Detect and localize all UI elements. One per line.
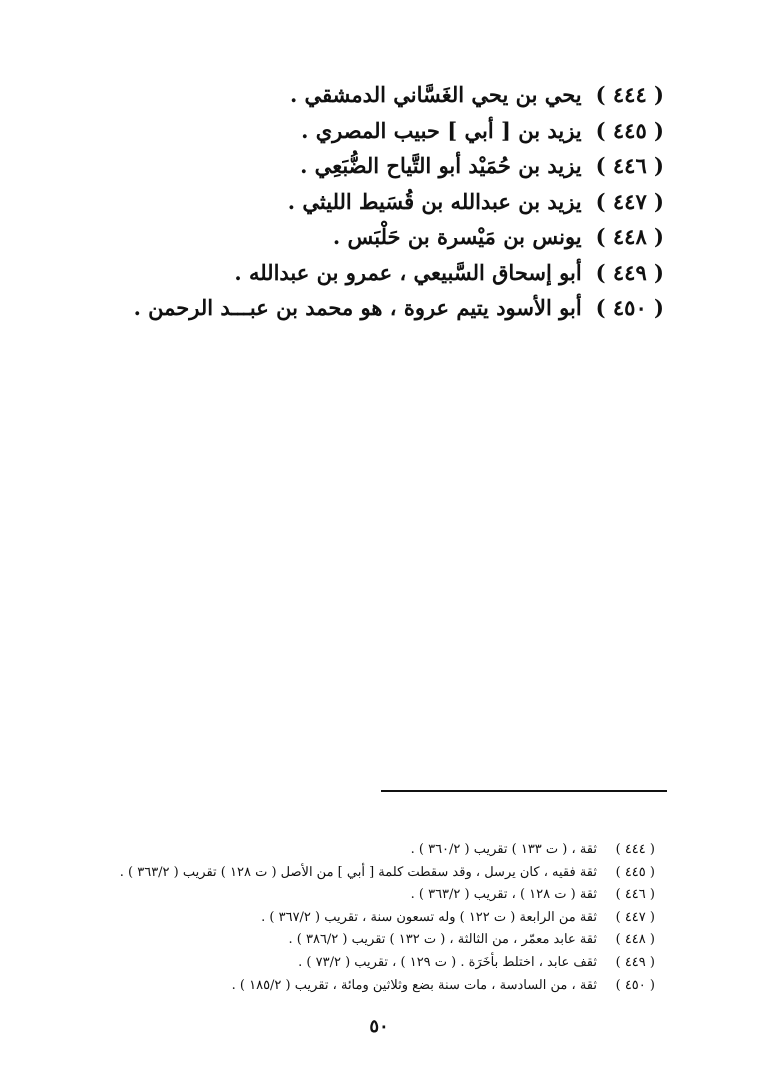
footnote-text: ثقة ، من السادسة ، مات سنة بضع وثلاثين ومائة ، تقريب ( ١٨٥/٢ ) . [231, 977, 597, 993]
footnote-number: ( ٤٤٦ ) [615, 887, 655, 903]
narrator-entry [104, 260, 664, 296]
footnote-divider [381, 790, 667, 792]
footnote-text: ثقة فقيه ، كان يرسل ، وقد سقطت كلمة [ أبي ] من الأصل ( ت ١٢٨ ) تقريب ( ٣٦٣/٢ ) . [119, 864, 597, 880]
footnote-entry [55, 910, 655, 933]
entry-number: ( ٤٤٥ ) [595, 117, 664, 143]
narrator-entry [104, 295, 664, 331]
entry-number: ( ٤٤٩ ) [595, 259, 664, 285]
entry-name: يحي بن يحي الغَسَّاني الدمشقي . [289, 82, 582, 107]
footnote-text: ثقة عابد معمّر ، من الثالثة ، ( ت ١٣٢ ) تقريب ( ٣٨٦/٢ ) . [288, 932, 597, 948]
narrator-entry [104, 82, 664, 118]
footnote-number: ( ٤٤٧ ) [615, 909, 655, 925]
footnote-text: ثقف عابد ، اختلط بأخَرَة . ( ت ١٢٩ ) ، تقريب ( ٧٣/٢ ) . [298, 954, 597, 970]
entry-number: ( ٤٥٠ ) [595, 295, 664, 320]
entry-number: ( ٤٤٨ ) [595, 224, 664, 249]
footnote-text: ثقة ، ( ت ١٣٣ ) تقريب ( ٣٦٠/٢ ) . [410, 842, 597, 857]
entry-name: يزيد بن عبدالله بن قُسَيط الليثي . [287, 188, 582, 214]
footnote-number: ( ٤٤٩ ) [615, 954, 655, 970]
entry-name: أبو إسحاق السَّبيعي ، عمرو بن عبدالله . [234, 259, 582, 285]
footnote-text: ثقة من الرابعة ( ت ١٢٢ ) وله تسعون سنة ، تقريب ( ٣٦٧/٢ ) . [261, 909, 597, 925]
footnote-entry [55, 887, 655, 910]
narrator-entry [104, 153, 664, 189]
footnote-entry [55, 978, 655, 1001]
entry-name: أبو الأسود يتيم عروة ، هو محمد بن عبـــد الرحمن . [133, 295, 582, 320]
footnote-entry [55, 932, 655, 955]
footnote-number: ( ٤٤٨ ) [615, 932, 655, 948]
entry-name: يونس بن مَيْسرة بن حَلْبَس . [332, 224, 582, 249]
narrator-entry [104, 189, 664, 225]
entry-number: ( ٤٤٧ ) [595, 188, 664, 214]
narrator-entry [104, 118, 664, 154]
footnote-entry [55, 842, 655, 865]
page-number: ٥٠ [369, 1016, 389, 1037]
entry-name: يزيد بن [ أبي ] حبيب المصري . [301, 117, 582, 143]
footnote-entry [55, 865, 655, 888]
footnote-number: ( ٤٥٠ ) [615, 977, 655, 993]
footnote-number: ( ٤٤٤ ) [615, 842, 655, 857]
entry-number: ( ٤٤٤ ) [595, 82, 664, 107]
footnote-number: ( ٤٤٥ ) [615, 864, 655, 880]
entry-name: يزيد بن حُمَيْد أبو التَّياح الضُّبَعِي . [300, 153, 582, 178]
narrator-entry [104, 224, 664, 260]
footnote-text: ثقة ( ت ١٢٨ ) ، تقريب ( ٣٦٣/٢ ) . [410, 887, 597, 903]
footnote-list [55, 842, 655, 1000]
footnote-entry [55, 955, 655, 978]
narrator-list [104, 82, 664, 331]
entry-number: ( ٤٤٦ ) [595, 153, 664, 178]
